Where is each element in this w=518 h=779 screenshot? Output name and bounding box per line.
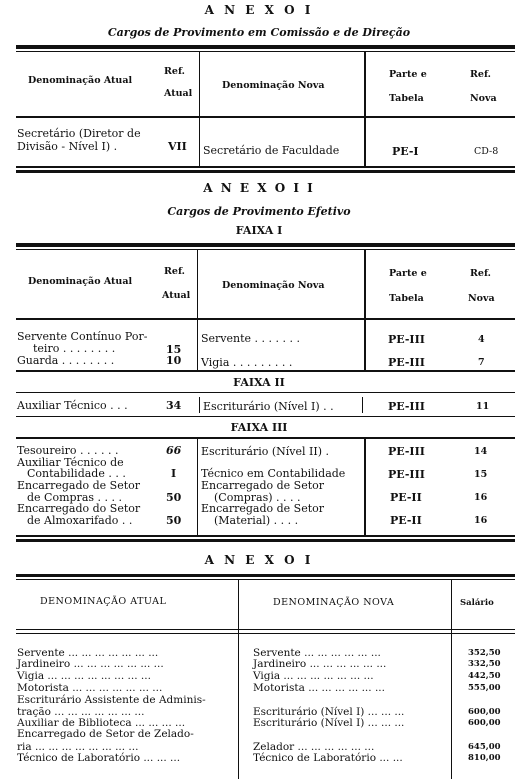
cell-parte: PE-I [392,145,419,158]
divider [16,318,515,320]
row-den-atual: ria ... ... ... ... ... ... ... ... [17,741,139,753]
column-divider [364,52,366,168]
row-den-nova: Vigia ... ... ... ... ... ... ... [253,670,374,682]
divider [16,574,515,577]
header-ref-atual: Atual [164,88,193,99]
divider [16,535,515,537]
cell-ref-atual: 66 [166,444,182,457]
header-ref-atual: Atual [162,290,191,301]
cell-den-atual: Secretário (Diretor de [17,127,141,140]
row-salario: 810,00 [468,753,501,763]
cell-den-nova: Servente . . . . . . . [201,332,300,345]
row-den-atual: Escriturário Assistente de Adminis- [17,694,206,706]
cell-den-atual: Auxiliar Técnico de [17,456,124,469]
header-ref-nova: Nova [470,93,497,104]
row-salario: 600,00 [468,707,501,717]
row-salario: 352,50 [468,648,501,658]
divider [16,416,515,417]
row-den-nova: Jardineiro ... ... ... ... ... ... [253,658,387,670]
row-den-atual: Vigia ... ... ... ... ... ... ... ... [17,670,151,682]
row-den-nova: Motorista ... ... ... ... ... ... [253,682,385,694]
column-divider [197,439,198,535]
cell-den-nova: Técnico em Contabilidade [201,467,346,480]
cell-ref-atual: 50 [166,514,182,527]
header-ref-nova: Nova [468,293,495,304]
row-den-atual: Encarregado de Setor de Zelado- [17,728,194,740]
row-den-atual: Jardineiro ... ... ... ... ... ... ... [17,658,164,670]
header-salario: Salário [460,598,494,608]
cell-den-nova: Encarregado de Setor [201,502,325,515]
row-den-nova: Técnico de Laboratório ... ... [253,752,403,764]
divider [16,629,515,630]
divider [16,539,515,542]
row-den-nova: Escriturário (Nível I) ... ... ... [253,706,405,718]
header-den-atual: Denominação Atual [28,75,133,86]
header-ref-atual: Ref. [164,66,185,77]
row-den-atual: Auxiliar de Biblioteca ... ... ... ... [17,717,186,729]
faixa3-label: FAIXA III [230,421,288,434]
anexo3-title: A N E X O I [204,553,314,567]
cell-parte: PE-III [388,333,425,346]
cell-parte: PE-II [390,514,422,527]
cell-ref-atual: 15 [166,343,182,356]
cell-den-atual: Auxiliar Técnico . . . [17,399,128,412]
cell-den-nova: Encarregado de Setor [201,479,325,492]
header-parte: Tabela [389,93,424,104]
cell-den-nova: (Compras) . . . . [214,491,301,504]
divider [16,437,515,439]
cell-ref-nova: 16 [474,515,488,526]
row-salario: 442,50 [468,671,501,681]
header-den-atual: DENOMINAÇÃO ATUAL [40,596,167,607]
divider [16,116,515,118]
column-divider [238,580,239,779]
header-parte: Tabela [389,293,424,304]
column-divider [451,580,452,779]
divider [16,45,515,49]
cell-den-atual: teiro . . . . . . . . [33,342,116,355]
row-salario: 645,00 [468,742,501,752]
cell-den-atual: Guarda . . . . . . . . [17,354,115,367]
header-den-nova: DENOMINAÇÃO NOVA [273,597,395,608]
cell-den-atual: Tesoureiro . . . . . . [17,444,119,457]
column-divider [362,397,363,413]
faixa2-label: FAIXA II [233,376,285,389]
cell-ref-nova: 11 [476,401,490,412]
cell-ref-nova: 4 [478,334,485,345]
cell-ref-nova: 7 [478,357,485,368]
column-divider [199,52,200,168]
cell-den-nova: Secretário de Faculdade [203,144,340,157]
divider [16,243,515,247]
divider [16,170,515,173]
cell-den-atual: Divisão - Nível I) . [17,140,118,153]
cell-ref-atual: 34 [166,399,182,412]
row-den-atual: Técnico de Laboratório ... ... ... [17,752,181,764]
cell-ref-nova: 15 [474,469,488,480]
cell-den-nova: Escriturário (Nível II) . [201,445,329,458]
cell-ref-atual: VII [168,140,187,153]
cell-den-nova: Escriturário (Nível I) . . [203,400,334,413]
divider [16,51,515,52]
header-parte: Parte e [389,268,427,279]
divider [16,579,515,580]
cell-parte: PE-III [388,445,425,458]
divider [16,633,515,634]
row-den-nova: Zelador ... ... ... ... ... ... [253,741,375,753]
header-ref-atual: Ref. [164,266,185,277]
cell-parte: PE-III [388,400,425,413]
column-divider [364,439,366,535]
cell-den-atual: Contabilidade . . . [27,467,126,480]
cell-ref-nova: CD-8 [474,146,499,157]
divider [16,392,515,393]
cell-ref-atual: 10 [166,354,182,367]
row-salario: 555,00 [468,683,501,693]
row-den-nova: Servente ... ... ... ... ... ... [253,647,381,659]
cell-den-nova: Vigia . . . . . . . . . [201,356,293,369]
divider [16,249,515,250]
cell-parte: PE-II [390,491,422,504]
cell-den-atual: de Compras . . . . [27,491,122,504]
header-parte: Parte e [389,69,427,80]
cell-ref-atual: I [171,467,177,480]
faixa1-label: FAIXA I [235,224,283,237]
column-divider [199,397,200,413]
row-den-atual: Motorista ... ... ... ... ... ... ... [17,682,163,694]
cell-den-atual: Encarregado do Setor [17,502,141,515]
row-salario: 600,00 [468,718,501,728]
cell-den-atual: de Almoxarifado . . [27,514,133,527]
anexo2-subtitle: Cargos de Provimento Efetivo [167,205,351,218]
row-den-nova: Escriturário (Nível I) ... ... ... [253,717,405,729]
cell-parte: PE-III [388,356,425,369]
row-den-atual: tração ... ... ... ... ... ... ... [17,706,145,718]
header-den-atual: Denominação Atual [28,276,133,287]
cell-parte: PE-III [388,468,425,481]
cell-den-atual: Servente Contínuo Por- [17,330,148,343]
anexo1-subtitle: Cargos de Provimento em Comissão e de Direção [107,26,411,39]
anexo1-title: A N E X O I [204,3,314,17]
row-den-atual: Servente ... ... ... ... ... ... ... [17,647,159,659]
cell-den-atual: Encarregado de Setor [17,479,141,492]
cell-ref-nova: 14 [474,446,488,457]
header-den-nova: Denominação Nova [222,280,325,291]
header-den-nova: Denominação Nova [222,80,325,91]
divider [16,370,515,372]
header-ref-nova: Ref. [470,69,491,80]
cell-den-nova: (Material) . . . . [214,514,299,527]
column-divider [197,250,198,370]
row-salario: 332,50 [468,659,501,669]
column-divider [364,250,366,370]
cell-ref-nova: 16 [474,492,488,503]
cell-ref-atual: 50 [166,491,182,504]
divider [16,166,515,168]
header-ref-nova: Ref. [470,268,491,279]
anexo2-title: A N E X O I I [203,181,315,195]
